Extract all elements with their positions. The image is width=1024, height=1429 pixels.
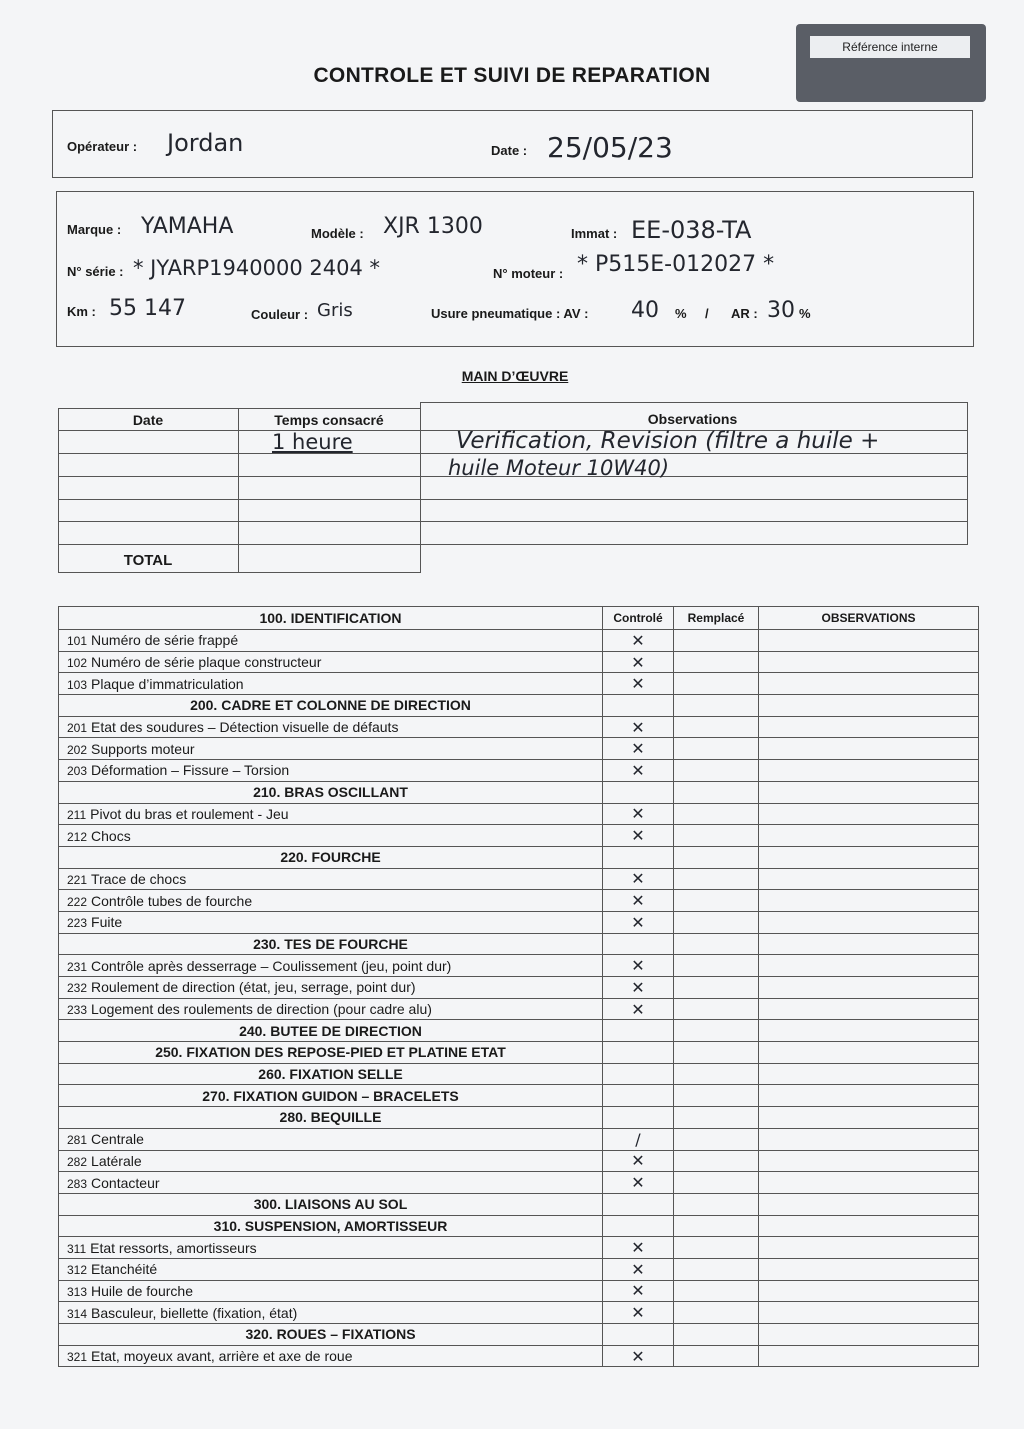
checklist-empty-cell [674, 1172, 759, 1194]
checklist-controle-mark: ✕ [603, 738, 674, 760]
checklist-item-row [59, 911, 979, 933]
checklist-empty-cell [759, 977, 979, 999]
checklist-empty-cell [603, 1324, 674, 1346]
checklist-empty-cell [759, 760, 979, 782]
checklist-empty-cell [759, 716, 979, 738]
checklist-item-cell [59, 1280, 603, 1302]
checklist-col-item: 100. IDENTIFICATION [59, 607, 603, 630]
checklist-item-label: Etat des soudures – Détection visuelle de défauts [91, 719, 399, 736]
checklist-empty-cell [674, 1324, 759, 1346]
marque-label: Marque : [67, 222, 122, 237]
checklist-item-number: 313 [67, 1284, 88, 1299]
checklist-item-number: 221 [67, 872, 88, 887]
checklist-empty-cell [759, 1107, 979, 1129]
checklist-item-cell [59, 955, 603, 977]
date-value: 25/05/23 [547, 131, 673, 164]
checklist-item-label: Plaque d’immatriculation [91, 675, 244, 692]
checklist-item-label: Numéro de série frappé [91, 632, 239, 649]
checklist-item-row [59, 1172, 979, 1194]
checklist-empty-cell [674, 716, 759, 738]
checklist-section-title: 210. BRAS OSCILLANT [59, 781, 603, 803]
checklist-empty-cell [759, 955, 979, 977]
usure-av-pct: % [675, 306, 687, 321]
checklist-empty-cell [674, 977, 759, 999]
checklist-empty-cell [759, 1085, 979, 1107]
couleur-label: Couleur : [251, 307, 309, 322]
checklist-item-cell [59, 911, 603, 933]
mo-col-date: Date [132, 412, 164, 428]
checklist-section-row [59, 695, 979, 717]
checklist-controle-mark: ✕ [603, 760, 674, 782]
operator-box [52, 110, 973, 178]
checklist-empty-cell [759, 1237, 979, 1259]
checklist-empty-cell [603, 1193, 674, 1215]
checklist-section-row [59, 1215, 979, 1237]
immat-label: Immat : [571, 226, 618, 241]
checklist-item-cell [59, 1258, 603, 1280]
immat-value: EE-038-TA [631, 216, 752, 244]
checklist-empty-cell [759, 998, 979, 1020]
checklist-empty-cell [759, 933, 979, 955]
serie-value: * JYARP1940000 2404 * [133, 256, 381, 280]
mo-col-temps: Temps consacré [274, 412, 384, 428]
checklist-empty-cell [674, 1042, 759, 1064]
checklist-section-title: 320. ROUES – FIXATIONS [59, 1324, 603, 1346]
checklist-empty-cell [603, 781, 674, 803]
usure-ar-value: 30 [767, 298, 795, 323]
checklist-empty-cell [759, 1324, 979, 1346]
checklist-section-title: 220. FOURCHE [59, 846, 603, 868]
checklist-section-row [59, 933, 979, 955]
mo-total-label: TOTAL [123, 552, 173, 569]
checklist-item-label: Logement des roulements de direction (pour cadre alu) [91, 1001, 432, 1018]
checklist-empty-cell [674, 673, 759, 695]
checklist-item-number: 314 [67, 1306, 88, 1321]
checklist-empty-cell [759, 890, 979, 912]
checklist-item-cell [59, 977, 603, 999]
checklist-controle-mark: ✕ [603, 977, 674, 999]
checklist-section-title: 260. FIXATION SELLE [59, 1063, 603, 1085]
checklist-item-row [59, 630, 979, 652]
moteur-label: N° moteur : [493, 266, 564, 281]
mo-obs-line2: huile Moteur 10W40) [448, 456, 670, 480]
checklist-item-label: Contrôle tubes de fourche [91, 892, 253, 909]
checklist-item-number: 212 [67, 829, 88, 844]
checklist-item-label: Etanchéité [91, 1261, 158, 1278]
checklist-item-number: 203 [67, 764, 88, 779]
checklist-item-cell [59, 630, 603, 652]
checklist-item-row [59, 651, 979, 673]
checklist-item-row [59, 977, 979, 999]
checklist-item-cell [59, 803, 603, 825]
checklist-item-number: 231 [67, 959, 88, 974]
checklist-empty-cell [759, 630, 979, 652]
checklist-empty-cell [759, 1345, 979, 1367]
checklist-empty-cell [759, 1172, 979, 1194]
checklist-empty-cell [759, 695, 979, 717]
checklist-item-label: Roulement de direction (état, jeu, serrage, point dur) [91, 979, 416, 996]
checklist-empty-cell [759, 738, 979, 760]
checklist-empty-cell [674, 911, 759, 933]
checklist-section-row [59, 1085, 979, 1107]
checklist-item-number: 283 [67, 1176, 88, 1191]
checklist-empty-cell [759, 868, 979, 890]
checklist-empty-cell [603, 1042, 674, 1064]
checklist-empty-cell [603, 1085, 674, 1107]
checklist-item-cell [59, 998, 603, 1020]
checklist-controle-mark: ✕ [603, 1172, 674, 1194]
checklist-item-label: Huile de fourche [91, 1282, 193, 1299]
checklist-col-remplace: Remplacé [674, 607, 759, 630]
modele-value: XJR 1300 [383, 214, 483, 239]
checklist-empty-cell [759, 1302, 979, 1324]
checklist-item-label: Trace de chocs [91, 870, 187, 887]
checklist-empty-cell [759, 1042, 979, 1064]
operator-label: Opérateur : [67, 139, 138, 154]
checklist-item-number: 223 [67, 916, 88, 931]
checklist-item-number: 232 [67, 981, 88, 996]
checklist-section-row [59, 846, 979, 868]
checklist-item-number: 202 [67, 742, 88, 757]
reference-box [796, 24, 986, 102]
checklist-empty-cell [674, 1302, 759, 1324]
checklist-item-label: Fuite [91, 914, 123, 931]
checklist-item-row [59, 1128, 979, 1150]
checklist-controle-mark: ✕ [603, 1150, 674, 1172]
checklist-empty-cell [674, 1128, 759, 1150]
checklist-item-cell [59, 738, 603, 760]
checklist-item-row [59, 1258, 979, 1280]
checklist-empty-cell [759, 651, 979, 673]
checklist-item-row [59, 738, 979, 760]
checklist-section-title: 240. BUTEE DE DIRECTION [59, 1020, 603, 1042]
checklist-empty-cell [674, 933, 759, 955]
checklist-controle-mark: ✕ [603, 1280, 674, 1302]
checklist-empty-cell [759, 803, 979, 825]
checklist-item-row [59, 1302, 979, 1324]
checklist-col-controle: Controlé [603, 607, 674, 630]
checklist-item-cell [59, 890, 603, 912]
checklist-section-title: 300. LIAISONS AU SOL [59, 1193, 603, 1215]
checklist-item-label: Contacteur [91, 1174, 160, 1191]
checklist-empty-cell [674, 1020, 759, 1042]
mo-obs-line1: Verification, Revision (filtre a huile + [456, 428, 880, 454]
checklist-item-cell [59, 716, 603, 738]
checklist-item-number: 321 [67, 1350, 88, 1365]
checklist-item-number: 282 [67, 1154, 88, 1169]
checklist-item-row [59, 716, 979, 738]
checklist-empty-cell [674, 1063, 759, 1085]
checklist-item-label: Pivot du bras et roulement - Jeu [90, 805, 289, 822]
checklist-empty-cell [674, 803, 759, 825]
checklist-section-row [59, 781, 979, 803]
main-oeuvre-table [58, 408, 968, 573]
checklist-empty-cell [759, 911, 979, 933]
checklist-controle-mark: ✕ [603, 1345, 674, 1367]
checklist-empty-cell [759, 1215, 979, 1237]
checklist-empty-cell [674, 1280, 759, 1302]
checklist-item-number: 311 [67, 1241, 87, 1256]
checklist-item-label: Contrôle après desserrage – Coulissement (jeu, point dur) [91, 957, 452, 974]
checklist-item-cell [59, 1172, 603, 1194]
checklist-empty-cell [759, 673, 979, 695]
checklist-controle-mark: ✕ [603, 1302, 674, 1324]
checklist-section-row [59, 1324, 979, 1346]
reference-label: Référence interne [810, 36, 970, 58]
checklist-item-label: Etat ressorts, amortisseurs [90, 1239, 257, 1256]
km-label: Km : [67, 304, 96, 319]
checklist-empty-cell [759, 1280, 979, 1302]
checklist-empty-cell [759, 846, 979, 868]
checklist-item-row [59, 998, 979, 1020]
checklist-item-number: 102 [67, 656, 88, 671]
checklist-item-row [59, 890, 979, 912]
checklist-item-number: 222 [67, 894, 88, 909]
checklist-empty-cell [674, 998, 759, 1020]
checklist-controle-mark: ✕ [603, 911, 674, 933]
checklist-controle-mark: ✕ [603, 1258, 674, 1280]
checklist-section-title: 270. FIXATION GUIDON – BRACELETS [59, 1085, 603, 1107]
checklist-item-row [59, 868, 979, 890]
checklist-item-row [59, 825, 979, 847]
mo-col-observations: Observations [647, 411, 738, 427]
checklist-item-label: Déformation – Fissure – Torsion [91, 762, 290, 779]
checklist-empty-cell [759, 1258, 979, 1280]
checklist-item-cell [59, 825, 603, 847]
checklist-item-number: 281 [67, 1133, 88, 1148]
checklist-section-title: 230. TES DE FOURCHE [59, 933, 603, 955]
checklist-empty-cell [759, 1128, 979, 1150]
checklist-item-cell [59, 1237, 603, 1259]
checklist-controle-mark: ✕ [603, 868, 674, 890]
checklist-empty-cell [674, 890, 759, 912]
checklist-empty-cell [674, 825, 759, 847]
checklist-item-number: 103 [67, 677, 88, 692]
checklist-empty-cell [674, 781, 759, 803]
checklist-empty-cell [674, 760, 759, 782]
operator-value: Jordan [167, 129, 244, 157]
checklist-controle-mark: ✕ [603, 825, 674, 847]
checklist-section-title: 250. FIXATION DES REPOSE-PIED ET PLATINE ETAT [59, 1042, 603, 1064]
serie-label: N° série : [67, 264, 124, 279]
checklist-body [59, 630, 979, 1367]
checklist-item-row [59, 760, 979, 782]
checklist-empty-cell [603, 695, 674, 717]
checklist-empty-cell [603, 1107, 674, 1129]
usure-label: Usure pneumatique : AV : [431, 306, 589, 321]
checklist-section-title: 280. BEQUILLE [59, 1107, 603, 1129]
vehicle-box [56, 191, 974, 347]
checklist-item-label: Latérale [91, 1152, 142, 1169]
checklist-controle-mark: ✕ [603, 803, 674, 825]
checklist-empty-cell [674, 695, 759, 717]
page-title: CONTROLE ET SUIVI DE REPARATION [313, 64, 711, 87]
usure-ar-label: AR : [731, 306, 758, 321]
usure-slash: / [705, 306, 709, 321]
checklist-controle-mark: ✕ [603, 890, 674, 912]
km-value: 55 147 [109, 296, 186, 321]
checklist-section-row [59, 1042, 979, 1064]
checklist-controle-mark: ✕ [603, 630, 674, 652]
moteur-value: * P515E-012027 * [577, 252, 775, 277]
checklist-empty-cell [759, 781, 979, 803]
checklist-empty-cell [674, 1150, 759, 1172]
checklist-item-cell [59, 1150, 603, 1172]
checklist-empty-cell [674, 1193, 759, 1215]
checklist-empty-cell [603, 1215, 674, 1237]
checklist-empty-cell [674, 1085, 759, 1107]
checklist-section-row [59, 1063, 979, 1085]
checklist-item-row [59, 673, 979, 695]
checklist-section-title: 310. SUSPENSION, AMORTISSEUR [59, 1215, 603, 1237]
checklist-controle-mark: ✕ [603, 716, 674, 738]
checklist-item-cell [59, 868, 603, 890]
checklist-empty-cell [674, 630, 759, 652]
checklist-empty-cell [674, 1345, 759, 1367]
checklist-item-row [59, 803, 979, 825]
checklist-section-row [59, 1107, 979, 1129]
checklist-section-row [59, 1193, 979, 1215]
date-label: Date : [491, 143, 528, 158]
checklist-controle-mark: ✕ [603, 955, 674, 977]
checklist-item-label: Basculeur, biellette (fixation, état) [91, 1304, 298, 1321]
checklist-empty-cell [603, 933, 674, 955]
checklist-item-row [59, 1237, 979, 1259]
checklist-empty-cell [674, 1237, 759, 1259]
modele-label: Modèle : [311, 226, 364, 241]
checklist-empty-cell [603, 1063, 674, 1085]
checklist-controle-mark: ✕ [603, 673, 674, 695]
checklist-item-cell [59, 1302, 603, 1324]
checklist-item-label: Supports moteur [91, 740, 195, 757]
checklist-empty-cell [674, 1215, 759, 1237]
checklist-controle-mark: ✕ [603, 998, 674, 1020]
checklist-item-label: Centrale [91, 1131, 144, 1148]
checklist-item-label: Etat, moyeux avant, arrière et axe de roue [91, 1348, 353, 1365]
checklist-empty-cell [674, 868, 759, 890]
checklist-empty-cell [759, 1150, 979, 1172]
checklist-item-label: Numéro de série plaque constructeur [91, 654, 322, 671]
checklist-empty-cell [674, 651, 759, 673]
checklist-item-number: 233 [67, 1003, 88, 1018]
checklist-item-row [59, 1345, 979, 1367]
checklist-item-cell [59, 651, 603, 673]
checklist-col-observations: OBSERVATIONS [759, 607, 979, 630]
mo-temps-value: 1 heure [272, 430, 353, 454]
checklist-controle-mark: / [603, 1128, 674, 1150]
checklist-empty-cell [674, 955, 759, 977]
checklist-empty-cell [674, 1107, 759, 1129]
usure-av-value: 40 [631, 298, 659, 323]
checklist-item-row [59, 1150, 979, 1172]
checklist-empty-cell [674, 738, 759, 760]
checklist-item-number: 201 [67, 721, 88, 736]
checklist-controle-mark: ✕ [603, 1237, 674, 1259]
checklist-empty-cell [759, 1063, 979, 1085]
checklist-item-cell [59, 673, 603, 695]
checklist-item-number: 211 [67, 807, 87, 822]
checklist-section-title: 200. CADRE ET COLONNE DE DIRECTION [59, 695, 603, 717]
checklist-empty-cell [603, 1020, 674, 1042]
checklist-empty-cell [759, 825, 979, 847]
checklist-table [58, 606, 979, 1367]
checklist-empty-cell [759, 1193, 979, 1215]
checklist-section-row [59, 1020, 979, 1042]
usure-ar-pct: % [799, 306, 811, 321]
main-oeuvre-title: MAIN D’ŒUVRE [461, 368, 569, 384]
checklist-item-row [59, 955, 979, 977]
checklist-item-cell [59, 760, 603, 782]
checklist-item-label: Chocs [91, 827, 131, 844]
checklist-item-number: 312 [67, 1263, 88, 1278]
checklist-item-row [59, 1280, 979, 1302]
checklist-empty-cell [674, 846, 759, 868]
couleur-value: Gris [317, 300, 353, 321]
checklist-empty-cell [603, 846, 674, 868]
checklist-controle-mark: ✕ [603, 651, 674, 673]
marque-value: YAMAHA [141, 214, 234, 239]
checklist-item-number: 101 [67, 634, 88, 649]
checklist-item-cell [59, 1345, 603, 1367]
checklist-item-cell [59, 1128, 603, 1150]
checklist-empty-cell [759, 1020, 979, 1042]
checklist-empty-cell [674, 1258, 759, 1280]
